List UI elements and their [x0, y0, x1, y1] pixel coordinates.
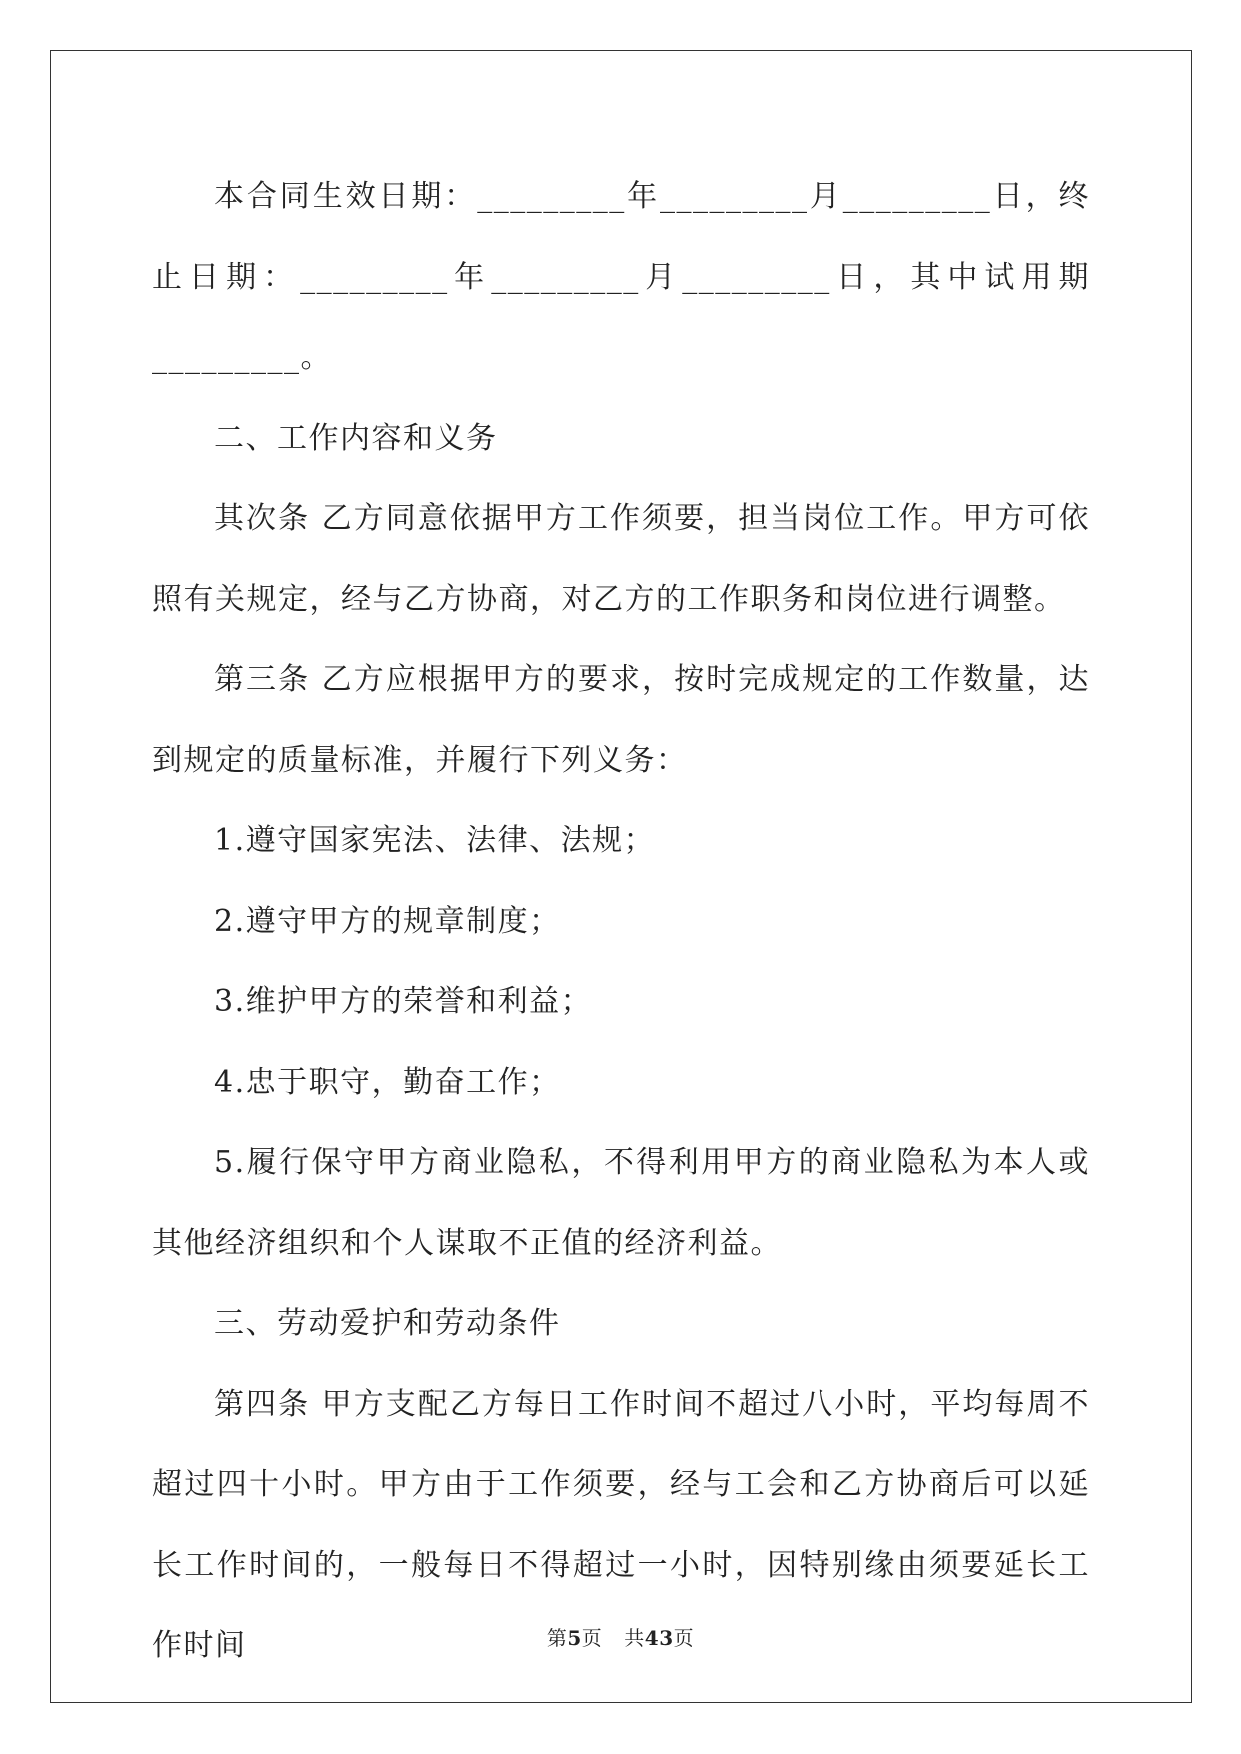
list-item-duty-1: 1.遵守国家宪法、法律、法规；	[214, 823, 656, 858]
list-item-duty-2: 2.遵守甲方的规章制度；	[214, 903, 561, 939]
document-body	[152, 157, 1090, 1687]
page-prefix: 第	[546, 1626, 568, 1650]
page-suffix: 页	[581, 1626, 603, 1650]
paragraph-article-3: 第三条 乙方应根据甲方的要求，按时完成规定的工作数量，达到规定的质量标准，并履行下列义务：	[152, 662, 1090, 778]
page-number: 5	[567, 1626, 582, 1650]
list-item-duty-5: 5.履行保守甲方商业隐私，不得利用甲方的商业隐私为本人或其他经济组织和个人谋取不正值的经济利益。	[152, 1145, 1090, 1261]
list-item-duty-4: 4.忠于职守，勤奋工作；	[214, 1064, 561, 1100]
page-footer	[0, 1622, 1241, 1651]
paragraph-article-2: 其次条 乙方同意依据甲方工作须要，担当岗位工作。甲方可依照有关规定，经与乙方协商，对乙方的工作职务和岗位进行调整。	[152, 501, 1090, 617]
total-pages: 43	[644, 1626, 674, 1650]
section-heading-labor-protection: 三、劳动爱护和劳动条件	[214, 1306, 561, 1341]
paragraph-effective-date: 本合同生效日期：_________年_________月_________日，终止日期：_________年_________月_________日，其中试用期_________。	[152, 179, 1090, 375]
total-suffix: 页	[673, 1626, 695, 1650]
section-heading-work-content: 二、工作内容和义务	[214, 420, 498, 456]
paragraph-article-4: 第四条 甲方支配乙方每日工作时间不超过八小时，平均每周不超过四十小时。甲方由于工作须要，经与工会和乙方协商后可以延长工作时间的，一般每日不得超过一小时，因特别缘由须要延长工作时间	[152, 1386, 1090, 1663]
total-prefix: 共	[624, 1626, 645, 1650]
list-item-duty-3: 3.维护甲方的荣誉和利益；	[214, 984, 593, 1019]
